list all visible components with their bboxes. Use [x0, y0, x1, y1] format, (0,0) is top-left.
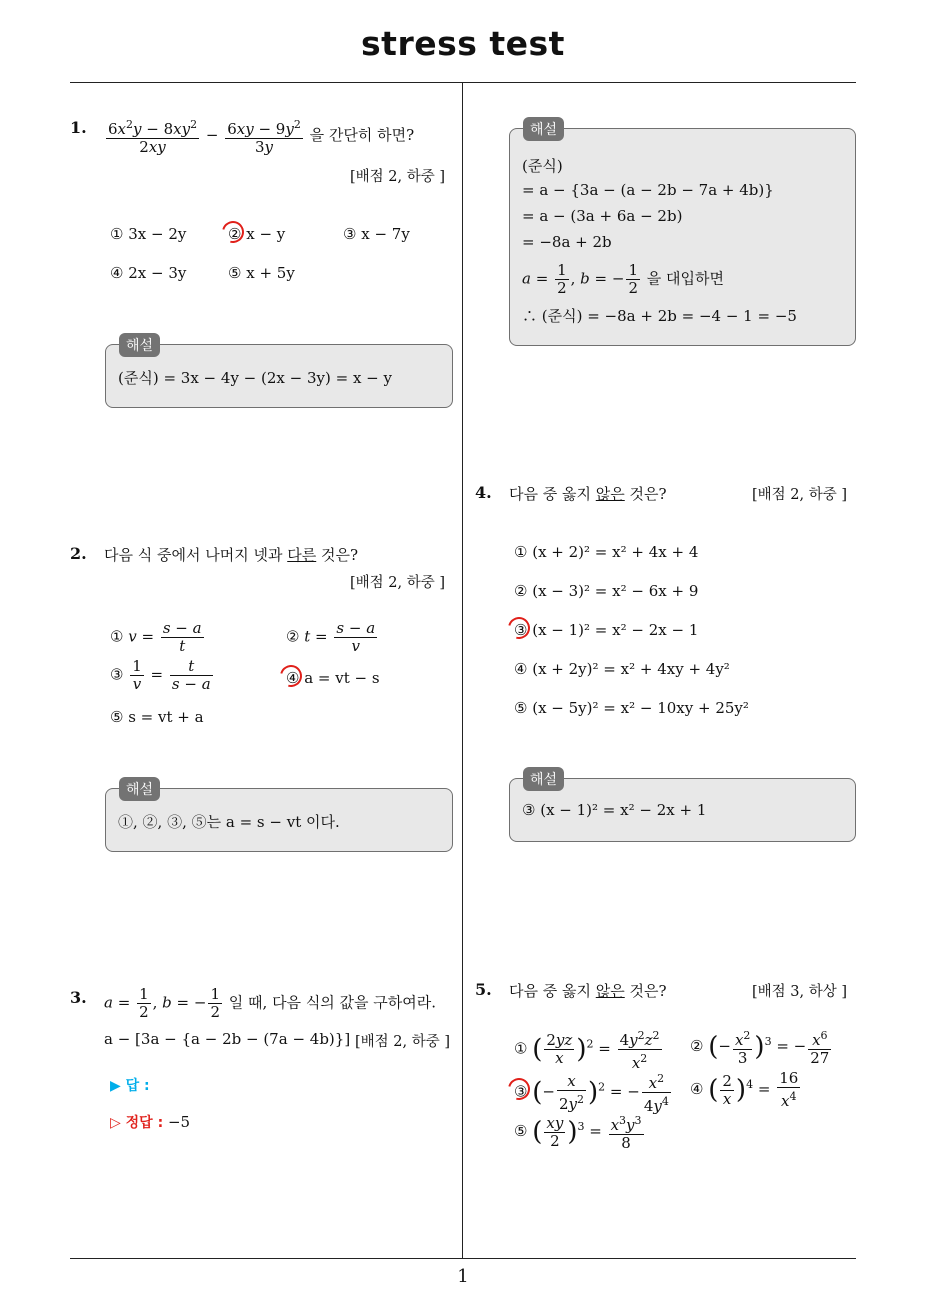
- q2-text-after: 것은?: [316, 546, 359, 564]
- q5-choice-4[interactable]: ④ ( $\frac{2}{x}$ )$^4$ = $\frac{16}{x^4}$: [690, 1069, 799, 1110]
- q2-text-before: 다음 식 중에서 나머지 넷과: [104, 546, 288, 564]
- q3-solution-box: [509, 128, 856, 346]
- q4-text-underlined: 않은: [595, 485, 625, 503]
- question-3-score: [배점 2, 하중 ]: [355, 1034, 451, 1050]
- q5-text-before: 다음 중 옳지: [509, 982, 596, 1000]
- q2-solution-tag: 해설: [119, 777, 160, 801]
- q3-solution-line-4: = −8a + 2b: [522, 233, 612, 251]
- question-3-stem: a = $\frac{1}{2}$ , b = − $\frac{1}{2}$ 일 때, 다음 식의 값을 구하여라.: [104, 985, 437, 1021]
- q4-choice-1[interactable]: ① (x + 2)² = x² + 4x + 4: [514, 543, 699, 561]
- q3-answer-label: ▶ 답 :: [110, 1078, 150, 1094]
- question-5-score: [배점 3, 하상 ]: [752, 984, 848, 1000]
- q4-choice-5[interactable]: ⑤ (x − 5y)² = x² − 10xy + 25y²: [514, 699, 749, 717]
- q5-choice-3[interactable]: ③ (− $\frac{x}{2y^2}$ )$^2$ = − $\frac{x^2}{4y^4}$: [514, 1071, 669, 1115]
- q2-choice-3-marker: ③: [110, 665, 124, 684]
- q5-choice-1[interactable]: ① ( $\frac{2yz}{x}$ )$^2$ = $\frac{4y^2z^2}{x^2}$: [514, 1029, 660, 1072]
- question-1-number: 1.: [70, 118, 87, 137]
- q1-choice-4[interactable]: ④ 2x − 3y: [110, 264, 187, 282]
- question-5-stem: [509, 980, 667, 1001]
- question-4-score: [배점 2, 하중 ]: [752, 487, 848, 503]
- q5-text-underlined: 않은: [595, 982, 625, 1000]
- q1-fraction-2: $\frac{6xy - 9y^2}{3y}$: [227, 118, 301, 156]
- q3-solution-tag: 해설: [523, 117, 564, 141]
- q4-solution-text: ③ (x − 1)² = x² − 2x + 1: [522, 801, 707, 819]
- q2-choice-3[interactable]: ③ $\frac{1}{v}$ = $\frac{t}{s - a}$: [110, 657, 211, 693]
- q2-text-underlined: 다른: [287, 546, 317, 564]
- q4-choice-2[interactable]: ② (x − 3)² = x² − 6x + 9: [514, 582, 699, 600]
- q4-choice-3[interactable]: ③ (x − 1)² = x² − 2x − 1: [514, 621, 699, 639]
- q4-text-before: 다음 중 옳지: [509, 485, 596, 503]
- q2-choice-1[interactable]: ① v = $\frac{s - a}{t}$: [110, 619, 202, 655]
- column-divider: [462, 83, 463, 1258]
- q2-choice-2-marker: ②: [286, 627, 300, 646]
- q1-choice-3[interactable]: ③ x − 7y: [343, 225, 410, 243]
- q1-choice-5[interactable]: ⑤ x + 5y: [228, 264, 295, 282]
- q3-subst-text: 을 대입하면: [646, 269, 724, 288]
- q2-choice-4[interactable]: ④ a = vt − s: [286, 669, 380, 687]
- question-4-stem: [509, 483, 667, 504]
- q1-solution-text: (준식) = 3x − 4y − (2x − 3y) = x − y: [118, 369, 392, 387]
- q3-solution-final: ∴ (준식) = −8a + 2b = −4 − 1 = −5: [522, 307, 797, 325]
- question-1-suffix: 을 간단히 하면?: [309, 126, 415, 144]
- page-title: stress test: [361, 24, 565, 63]
- q3-correct-answer: [110, 1112, 190, 1132]
- question-2-number: 2.: [70, 544, 87, 563]
- q4-text-after: 것은?: [624, 485, 667, 503]
- q1-fraction-1: $\frac{6x^2y - 8xy^2}{2xy}$: [108, 118, 198, 156]
- q2-choice-5[interactable]: ⑤ s = vt + a: [110, 708, 204, 726]
- top-rule: [70, 82, 856, 83]
- q3-expression: a − [3a − {a − 2b − (7a − 4b)}]: [104, 1030, 351, 1048]
- question-4-number: 4.: [475, 483, 492, 502]
- q1-solution-tag: 해설: [119, 333, 160, 357]
- q3-correct-value: −5: [167, 1113, 191, 1131]
- page-number: 1: [457, 1266, 469, 1287]
- q3-solution-line-1: (준식): [522, 157, 563, 175]
- q1-choice-1[interactable]: ① 3x − 2y: [110, 225, 187, 243]
- q3-solution-line-3: = a − (3a + 6a − 2b): [522, 207, 683, 225]
- q2-choice-1-marker: ①: [110, 627, 124, 646]
- q2-choice-2[interactable]: ② t = $\frac{s - a}{v}$: [286, 619, 376, 655]
- question-1-stem: $\frac{6x^2y - 8xy^2}{2xy}$ − $\frac{6xy - 9y^2}{3y}$ 을 간단히 하면?: [108, 118, 415, 156]
- q5-text-after: 것은?: [624, 982, 667, 1000]
- q5-choice-2[interactable]: ② (− $\frac{x^2}{3}$ )$^3$ = − $\frac{x^6}{27}$: [690, 1029, 830, 1067]
- q2-solution-text: ①, ②, ③, ⑤는 a = s − vt 이다.: [118, 813, 340, 831]
- q3-solution-substitution: a = $\frac{1}{2}$ , b = − $\frac{1}{2}$ 을 대입하면: [522, 261, 724, 297]
- question-2-stem: [104, 544, 358, 565]
- q3-solution-line-2: = a − {3a − (a − 2b − 7a + 4b)}: [522, 181, 774, 199]
- question-5-number: 5.: [475, 980, 492, 999]
- q5-choice-5[interactable]: ⑤ ( $\frac{xy}{2}$ )$^3$ = $\frac{x^3y^3}{8}$: [514, 1113, 642, 1152]
- q1-choice-2[interactable]: ② x − y: [228, 225, 286, 243]
- bottom-rule: [70, 1258, 856, 1259]
- question-3-number: 3.: [70, 988, 87, 1007]
- q4-solution-tag: 해설: [523, 767, 564, 791]
- question-2-score: [배점 2, 하중 ]: [350, 575, 446, 591]
- q3-correct-label: ▷ 정답 :: [110, 1115, 164, 1131]
- question-1-score: [배점 2, 하중 ]: [350, 169, 446, 185]
- q3-condition-text: 일 때, 다음 식의 값을 구하여라.: [228, 993, 437, 1012]
- q4-choice-4[interactable]: ④ (x + 2y)² = x² + 4xy + 4y²: [514, 660, 730, 678]
